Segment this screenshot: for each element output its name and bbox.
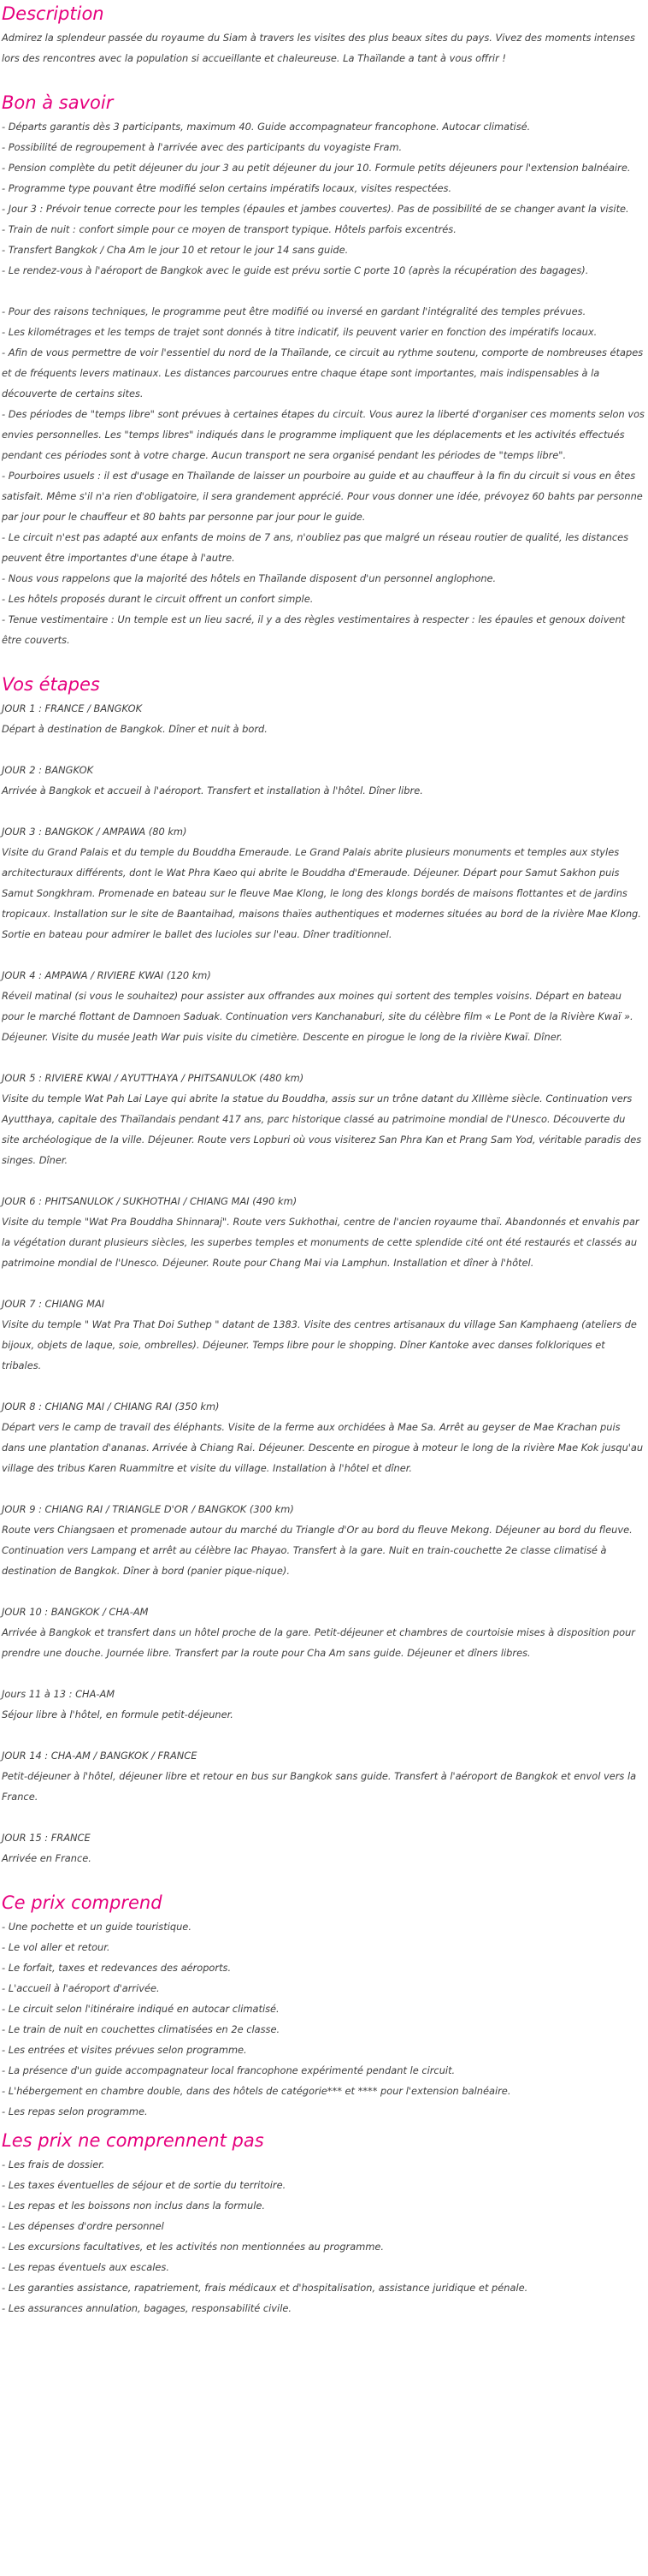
bon-a-savoir-item: - Les kilométrages et les temps de trajet sont donnés à titre indicatif, ils peuvent varier en fonction des impératifs locaux. <box>2 326 598 338</box>
prix-ne-comprend-item: - Les garanties assistance, rapatriement, frais médicaux et d'hospitalisation, assistance juridique et pénale. <box>2 2282 528 2294</box>
bon-a-savoir-item: - Programme type pouvant être modifié selon certains impératifs locaux, visites respectées. <box>2 182 452 194</box>
prix-comprend-section <box>2 1889 645 2122</box>
etape-day <box>2 1396 645 1478</box>
bon-a-savoir-item: - Pourboires usuels : il est d'usage en Thaïlande de laisser un pourboire au guide et au chauffeur à la fin du circuit si vous en êtes satisfait. Même s'il n'a rien d'obligatoire, il sera grandement apprécié. Pour vous donner une idée, prévoyez 60 bahts par personne par jour pour le chauffeur et 80 bahts par personne par jour pour le guide. <box>2 470 643 523</box>
prix-ne-comprend-item: - Les dépenses d'ordre personnel <box>2 2220 164 2232</box>
bon-a-savoir-heading: Bon à savoir <box>2 92 114 113</box>
prix-comprend-item: - Une pochette et un guide touristique. <box>2 1921 191 1933</box>
prix-comprend-item: - Les repas selon programme. <box>2 2105 148 2117</box>
prix-ne-comprend-item: - Les excursions facultatives, et les activités non mentionnées au programme. <box>2 2241 385 2253</box>
etape-day-text: Route vers Chiangsaen et promenade autour du marché du Triangle d'Or au bord du fleuve Mekong. Déjeuner au bord du fleuve. Continuation vers Lampang et arrêt au célèbre lac Phayao. Transfert à la gare. Nuit en train-couchette 2e classe climatisé à destination de Bangkok. Dîner à bord (panier pique-nique). <box>2 1524 633 1577</box>
prix-ne-comprend-item: - Les repas éventuels aux escales. <box>2 2261 169 2273</box>
etape-day <box>2 1294 645 1376</box>
etape-day <box>2 1827 645 1868</box>
bon-a-savoir-item: - Pension complète du petit déjeuner du jour 3 au petit déjeuner du jour 10. Formule petits déjeuners pour l'extension balnéaire. <box>2 162 631 174</box>
etape-day-title: JOUR 7 : CHIANG MAI <box>2 1298 105 1310</box>
bon-a-savoir-item: - Le rendez-vous à l'aéroport de Bangkok avec le guide est prévu sortie C porte 10 (après la récupération des bagages). <box>2 264 589 276</box>
etape-day <box>2 698 645 739</box>
prix-comprend-item: - Le vol aller et retour. <box>2 1941 110 1953</box>
description-text: Admirez la splendeur passée du royaume du Siam à travers les visites des plus beaux sites du pays. Vivez des moments intenses lors des rencontres avec la population si accueillante et chaleureuse. La Thaïlande a tant à vous offrir ! <box>2 32 635 64</box>
etape-day-title: JOUR 4 : AMPAWA / RIVIERE KWAI (120 km) <box>2 969 211 981</box>
prix-ne-comprend-item: - Les frais de dossier. <box>2 2159 105 2170</box>
prix-comprend-item: - Le forfait, taxes et redevances des aéroports. <box>2 1962 232 1974</box>
etape-day-text: Visite du temple "Wat Pra Bouddha Shinnaraj". Route vers Sukhothai, centre de l'ancien royaume thaï. Abandonnés et envahis par la végétation durant plusieurs siècles, les superbes temples et monuments de cette splendide cité ont été restaurés et classés au patrimoine mondial de l'Unesco. Déjeuner. Route pour Chang Mai via Lamphun. Installation et dîner à l'hôtel. <box>2 1216 639 1269</box>
etape-day-text: Départ vers le camp de travail des éléphants. Visite de la ferme aux orchidées à Mae Sa. Arrêt au geyser de Mae Krachan puis dans une plantation d'ananas. Arrivée à Chiang Rai. Déjeuner. Descente en pirogue à moteur le long de la rivière Mae Kok jusqu'au village des tribus Karen Ruammitre et visite du village. Installation à l'hôtel et dîner. <box>2 1421 644 1474</box>
description-section <box>2 0 645 68</box>
etape-day-title: JOUR 6 : PHITSANULOK / SUKHOTHAI / CHIANG MAI (490 km) <box>2 1195 297 1207</box>
etape-day-title: JOUR 8 : CHIANG MAI / CHIANG RAI (350 km) <box>2 1401 220 1412</box>
prix-ne-comprend-item: - Les repas et les boissons non inclus dans la formule. <box>2 2200 266 2212</box>
etape-day-text: Arrivée en France. <box>2 1852 91 1864</box>
bon-a-savoir-item: - Départs garantis dès 3 participants, maximum 40. Guide accompagnateur francophone. Autocar climatisé. <box>2 121 531 133</box>
etape-day <box>2 1602 645 1663</box>
etape-day-title: JOUR 2 : BANGKOK <box>2 764 94 776</box>
etape-day-text: Petit-déjeuner à l'hôtel, déjeuner libre et retour en bus sur Bangkok sans guide. Transfert à l'aéroport de Bangkok et envol vers la France. <box>2 1770 637 1803</box>
etape-day-title: Jours 11 à 13 : CHA-AM <box>2 1688 115 1700</box>
etape-day-title: JOUR 14 : CHA-AM / BANGKOK / FRANCE <box>2 1750 197 1762</box>
etape-day-title: JOUR 10 : BANGKOK / CHA-AM <box>2 1606 149 1618</box>
etapes-section <box>2 671 645 1868</box>
etape-day-text: Visite du Grand Palais et du temple du Bouddha Emeraude. Le Grand Palais abrite plusieurs monuments et temples aux styles architecturaux différents, dont le Wat Phra Kaeo qui abrite le Bouddha d'Emeraude. Déjeuner. Départ pour Samut Sakhon puis Samut Songkhram. Promenade en bateau sur le fleuve Mae Klong, le long des klongs bordés de maisons flottantes et de jardins tropicaux. Installation sur le site de Baantaihad, maisons thaïes authentiques et modernes situées au bord de la rivière Mae Klong. Sortie en bateau pour admirer le ballet des lucioles sur l'eau. Dîner traditionnel. <box>2 846 641 940</box>
prix-ne-comprend-item: - Les taxes éventuelles de séjour et de sortie du territoire. <box>2 2179 286 2191</box>
prix-ne-comprend-list <box>2 2154 645 2318</box>
prix-comprend-item: - La présence d'un guide accompagnateur local francophone expérimenté pendant le circuit. <box>2 2064 456 2076</box>
etape-day <box>2 1191 645 1273</box>
description-heading: Description <box>2 3 104 24</box>
bon-a-savoir-item: - Transfert Bangkok / Cha Am le jour 10 et retour le jour 14 sans guide. <box>2 244 349 256</box>
bon-a-savoir-item: - Le circuit n'est pas adapté aux enfants de moins de 7 ans, n'oubliez pas que malgré un réseau routier de qualité, les distances peuvent être importantes d'une étape à l'autre. <box>2 531 629 564</box>
etape-day-title: JOUR 1 : FRANCE / BANGKOK <box>2 702 143 714</box>
bon-a-savoir-item: - Tenue vestimentaire : Un temple est un lieu sacré, il y a des règles vestimentaires à respecter : les épaules et genoux doivent être couverts. <box>2 613 626 646</box>
etape-day <box>2 1745 645 1807</box>
prix-ne-comprend-item: - Les assurances annulation, bagages, responsabilité civile. <box>2 2302 292 2314</box>
prix-comprend-heading: Ce prix comprend <box>2 1892 162 1913</box>
etape-day <box>2 965 645 1047</box>
etape-day-title: JOUR 3 : BANGKOK / AMPAWA (80 km) <box>2 826 187 838</box>
etape-day <box>2 1499 645 1581</box>
etape-day-title: JOUR 9 : CHIANG RAI / TRIANGLE D'OR / BANGKOK (300 km) <box>2 1503 294 1515</box>
etape-day-text: Visite du temple " Wat Pra That Doi Suthep " datant de 1383. Visite des centres artisanaux du village San Kamphaeng (ateliers de bijoux, objets de laque, soie, ombrelles). Déjeuner. Temps libre pour le shopping. Dîner Kantoke avec danses folkloriques et tribales. <box>2 1318 637 1371</box>
etape-day-text: Départ à destination de Bangkok. Dîner et nuit à bord. <box>2 723 268 735</box>
etape-day <box>2 1068 645 1170</box>
bon-a-savoir-item: - Jour 3 : Prévoir tenue correcte pour les temples (épaules et jambes couvertes). Pas de possibilité de se changer avant la visite. <box>2 203 629 215</box>
etape-day <box>2 821 645 945</box>
etape-day-text: Arrivée à Bangkok et accueil à l'aéroport. Transfert et installation à l'hôtel. Dîner libre. <box>2 785 423 796</box>
prix-comprend-list <box>2 1916 645 2122</box>
etape-day-text: Visite du temple Wat Pah Lai Laye qui abrite la statue du Bouddha, assis sur un trône datant du XIIIème siècle. Continuation vers Ayutthaya, capitale des Thaïlandais pendant 417 ans, parc historique classé au patrimoine mondial de l'Unesco. Découverte du site archéologique de la ville. Déjeuner. Route vers Lopburi où vous visiterez San Phra Kan et Prang Sam Yod, véritable paradis des singes. Dîner. <box>2 1093 642 1166</box>
etape-day-text: Séjour libre à l'hôtel, en formule petit-déjeuner. <box>2 1708 233 1720</box>
prix-ne-comprend-section <box>2 2127 645 2318</box>
bon-a-savoir-list-a <box>2 116 645 281</box>
etape-day <box>2 760 645 801</box>
prix-comprend-item: - Le train de nuit en couchettes climatisées en 2e classe. <box>2 2023 280 2035</box>
bon-a-savoir-list-b <box>2 301 645 650</box>
prix-comprend-item: - L'hébergement en chambre double, dans des hôtels de catégorie*** et **** pour l'extension balnéaire. <box>2 2085 511 2097</box>
etape-day-title: JOUR 5 : RIVIERE KWAI / AYUTTHAYA / PHITSANULOK (480 km) <box>2 1072 304 1084</box>
etapes-list <box>2 698 645 1868</box>
etapes-heading: Vos étapes <box>2 674 100 695</box>
etape-day <box>2 1684 645 1725</box>
bon-a-savoir-section <box>2 89 645 650</box>
etape-day-text: Réveil matinal (si vous le souhaitez) pour assister aux offrandes aux moines qui sortent des temples voisins. Départ en bateau pour le marché flottant de Damnoen Saduak. Continuation vers Kanchanaburi, site du célèbre film « Le Pont de la Rivière Kwaï ». Déjeuner. Visite du musée Jeath War puis visite du cimetière. Descente en pirogue le long de la rivière Kwaï. Dîner. <box>2 990 633 1043</box>
prix-comprend-item: - L'accueil à l'aéroport d'arrivée. <box>2 1982 160 1994</box>
bon-a-savoir-item: - Pour des raisons techniques, le programme peut être modifié ou inversé en gardant l'intégralité des temples prévues. <box>2 305 586 317</box>
bon-a-savoir-item: - Afin de vous permettre de voir l'essentiel du nord de la Thaïlande, ce circuit au rythme soutenu, comporte de nombreuses étapes et de fréquents levers matinaux. Les distances parcourues entre chaque étape sont importantes, mais indispensables à la découverte de certains sites. <box>2 346 644 400</box>
bon-a-savoir-item: - Train de nuit : confort simple pour ce moyen de transport typique. Hôtels parfois excentrés. <box>2 223 457 235</box>
etape-day-text: Arrivée à Bangkok et transfert dans un hôtel proche de la gare. Petit-déjeuner et chambres de courtoisie mises à disposition pour prendre une douche. Journée libre. Transfert par la route pour Cha Am sans guide. Déjeuner et dîners libres. <box>2 1626 635 1659</box>
bon-a-savoir-item: - Les hôtels proposés durant le circuit offrent un confort simple. <box>2 593 314 605</box>
bon-a-savoir-item: - Nous vous rappelons que la majorité des hôtels en Thaïlande disposent d'un personnel anglophone. <box>2 572 497 584</box>
prix-comprend-item: - Les entrées et visites prévues selon programme. <box>2 2044 247 2056</box>
bon-a-savoir-item: - Possibilité de regroupement à l'arrivée avec des participants du voyagiste Fram. <box>2 141 403 153</box>
prix-comprend-item: - Le circuit selon l'itinéraire indiqué en autocar climatisé. <box>2 2003 280 2015</box>
bon-a-savoir-item: - Des périodes de "temps libre" sont prévues à certaines étapes du circuit. Vous aurez la liberté d'organiser ces moments selon vos envies personnelles. Les "temps libres" indiqués dans le programme impliquent que les déplacements et les activités effectués pendant ces périodes sont à votre charge. Aucun transport ne sera organisé pendant les périodes de "temps libre". <box>2 408 645 461</box>
etape-day-title: JOUR 15 : FRANCE <box>2 1832 91 1844</box>
prix-ne-comprend-heading: Les prix ne comprennent pas <box>2 2130 264 2151</box>
